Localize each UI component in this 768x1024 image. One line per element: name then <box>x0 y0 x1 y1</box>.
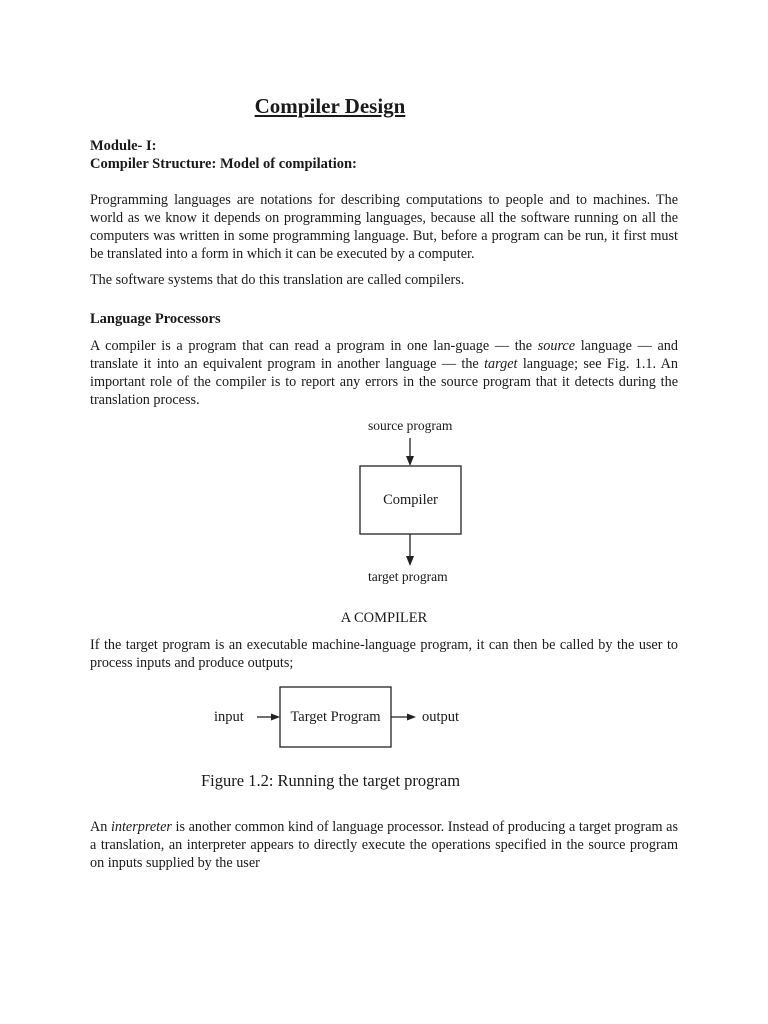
compiler-definition-paragraph <box>90 337 678 409</box>
intro-paragraph: Programming languages are notations for describing computations to people and to machines. The world as we know it depends on programming languages, because all the software running on all the computers was written in some programming language. But, before a program can be run, it first must be translated into a form in which it can be executed by a computer. <box>90 192 678 262</box>
emphasis-interpreter: interpreter <box>110 819 172 835</box>
fig2-output-label: output <box>422 709 460 725</box>
fig1-arrowhead-in <box>406 456 414 466</box>
fig1-arrowhead-out <box>406 556 414 566</box>
target-program-paragraph: If the target program is an executable machine-language program, it can then be called by the user to process inputs and produce outputs; <box>90 637 678 671</box>
fig1-caption: A COMPILER <box>340 610 428 626</box>
text-run: language — and translate it into an equivalent program in another language — the <box>90 338 678 372</box>
fig2-arrowhead-out <box>407 714 416 721</box>
text-run: is another common kind of language processor. Instead of producing a target program as a translation, an interpreter appears to directly execute the operations specified in the source program on inputs supplied by the user <box>90 819 678 871</box>
compilers-paragraph: The software systems that do this translation are called compilers. <box>90 272 465 288</box>
fig2-caption: Figure 1.2: Running the target program <box>201 771 461 790</box>
emphasis-target: target <box>484 356 518 372</box>
interpreter-paragraph <box>90 818 678 872</box>
page-title: Compiler Design <box>254 94 406 118</box>
language-processors-heading: Language Processors <box>90 311 221 327</box>
emphasis-source: source <box>537 338 576 354</box>
fig2-arrowhead-in <box>271 714 280 721</box>
section-heading: Compiler Structure: Model of compilation: <box>90 156 357 172</box>
module-label: Module- I: <box>90 138 157 154</box>
fig2-target-program-label: Target Program <box>290 709 381 725</box>
text-run: A compiler is a program that can read a program in one lan-guage — the <box>90 338 538 354</box>
text-run: An <box>90 819 111 835</box>
fig1-source-program-label: source program <box>368 418 453 433</box>
fig2-input-label: input <box>214 709 244 725</box>
text-run: language; see Fig. 1.1. An important role of the compiler is to report any errors in the source program that it detects during the translation process. <box>90 356 678 408</box>
fig1-compiler-label: Compiler <box>383 492 438 508</box>
fig1-target-program-label: target program <box>368 569 448 584</box>
